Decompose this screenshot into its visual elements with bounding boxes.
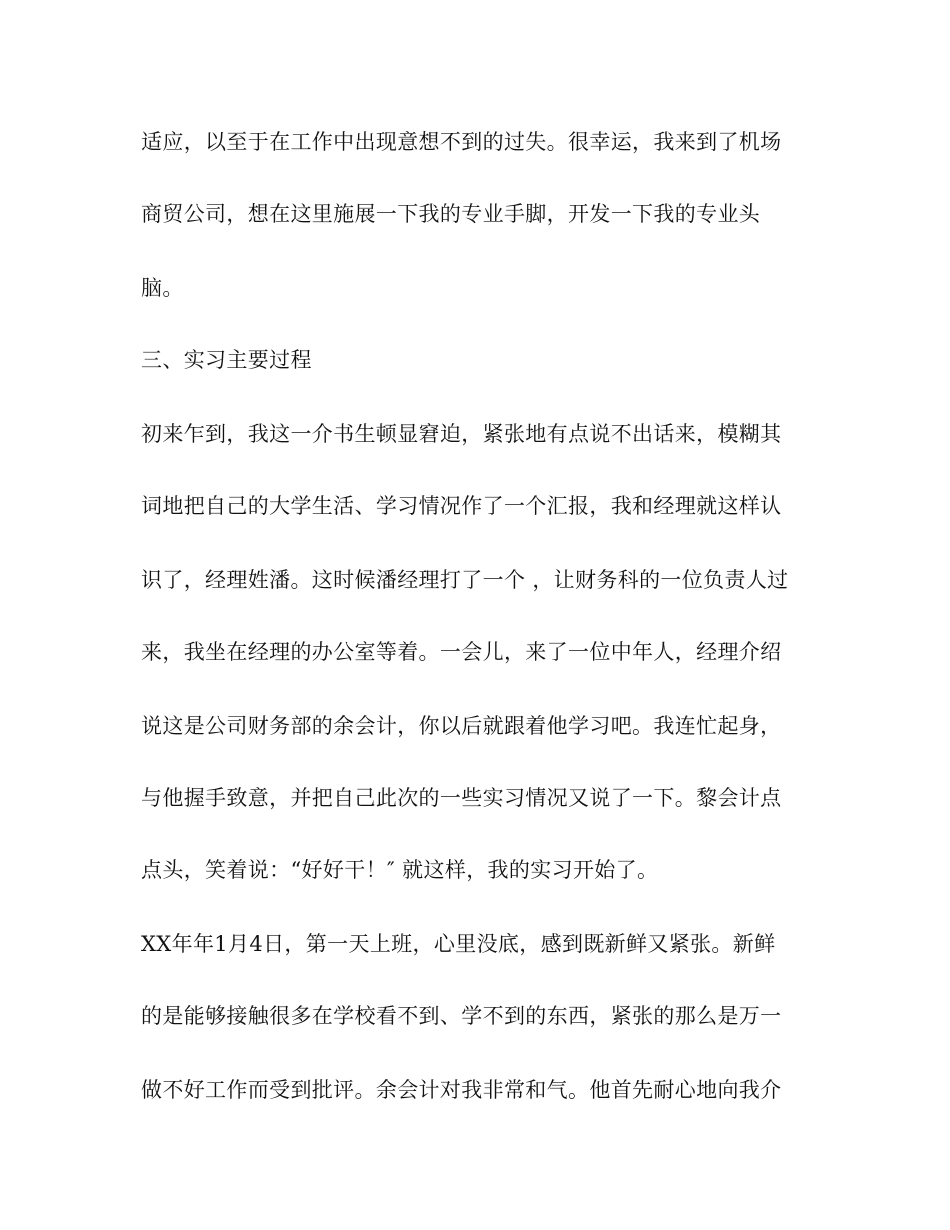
paragraph-line: XX年年1月4日，第一天上班，心里没底，感到既新鲜又紧张。新鲜	[141, 932, 776, 956]
paragraph-line: 来，我坐在经理的办公室等着。一会儿，来了一位中年人，经理介绍	[141, 640, 782, 664]
section-heading: 三、实习主要过程	[141, 348, 312, 372]
paragraph-line: 适应，以至于在工作中出现意想不到的过失。很幸运，我来到了机场	[141, 130, 782, 154]
paragraph-line: 做不好工作而受到批评。余会计对我非常和气。他首先耐心地向我介	[141, 1078, 782, 1102]
paragraph-line: 与他握手致意，并把自己此次的一些实习情况又说了一下。黎会计点	[141, 786, 782, 810]
paragraph-line: 说这是公司财务部的余会计，你以后就跟着他学习吧。我连忙起身，	[141, 714, 782, 738]
paragraph-line: 初来乍到，我这一介书生顿显窘迫，紧张地有点说不出话来，模糊其	[141, 422, 782, 446]
paragraph-line: 识了，经理姓潘。这时候潘经理打了一个 ，让财务科的一位负责人过	[141, 568, 789, 592]
paragraph-line: 词地把自己的大学生活、学习情况作了一个汇报，我和经理就这样认	[141, 494, 782, 518]
paragraph-line: 商贸公司，想在这里施展一下我的专业手脚，开发一下我的专业头	[141, 202, 761, 226]
paragraph-line: 点头，笑着说：“好好干！″ 就这样，我的实习开始了。	[141, 858, 659, 882]
paragraph-line: 脑。	[141, 276, 184, 300]
paragraph-line: 的是能够接触很多在学校看不到、学不到的东西，紧张的那么是万一	[141, 1004, 782, 1028]
